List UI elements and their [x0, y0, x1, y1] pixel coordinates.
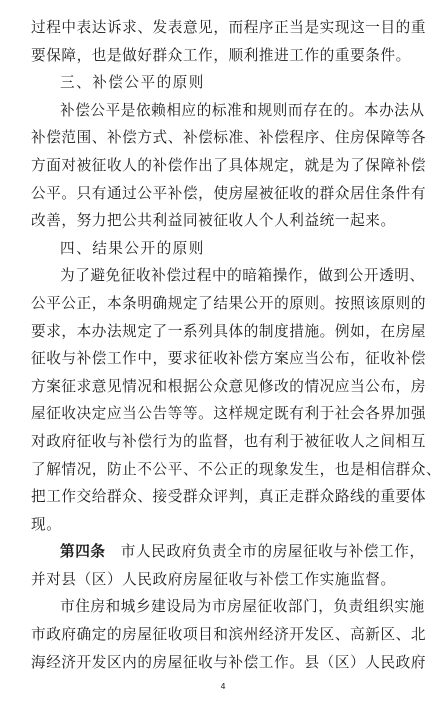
text-line: 公平。只有通过公平补偿，使房屋被征收的群众居住条件有: [31, 184, 427, 202]
text-line: 市住房和城乡建设局为市房屋征收部门，负责组织实施: [60, 598, 425, 616]
article-4-label: 第四条: [60, 543, 106, 561]
text-line: 对政府征收与补偿行为的监督，也有利于被征收人之间相互: [31, 432, 427, 450]
text-line: 现。: [31, 515, 62, 533]
section-heading-fairness: 三、补偿公平的原则: [60, 74, 205, 92]
text-line: 要求，本办法规定了一系列具体的制度措施。例如，在房屋: [31, 322, 427, 340]
text-line: 方面对被征收人的补偿作出了具体规定，就是为了保障补偿: [31, 156, 427, 174]
section-heading-openness: 四、结果公开的原则: [60, 239, 205, 257]
text-line: 方案征求意见情况和根据公众意见修改的情况应当公布，房: [31, 377, 427, 395]
text-line: 补偿范围、补偿方式、补偿标准、补偿程序、住房保障等各: [31, 129, 427, 147]
text-line: 市政府确定的房屋征收项目和滨州经济开发区、高新区、北: [31, 626, 427, 644]
text-line: 并对县（区）人民政府房屋征收与补偿工作实施监督。: [31, 570, 396, 588]
article-4-text: 市人民政府负责全市的房屋征收与补偿工作，: [105, 543, 425, 561]
text-line: 要保障，也是做好群众工作，顺利推进工作的重要条件。: [31, 46, 411, 64]
body-text: [31, 14, 442, 676]
page-number: 4: [220, 682, 226, 691]
text-line: 屋征收决定应当公告等等。这样规定既有利于社会各界加强: [31, 405, 427, 423]
article-4-line: [31, 538, 425, 566]
text-line: 公平公正，本条明确规定了结果公开的原则。按照该原则的: [31, 294, 427, 312]
text-line: 征收与补偿工作中，要求征收补偿方案应当公布，征收补偿: [31, 350, 427, 368]
text-line: 补偿公平是依赖相应的标准和规则而存在的。本办法从: [60, 101, 425, 119]
text-line: 过程中表达诉求、发表意见，而程序正当是实现这一目的重: [31, 19, 427, 36]
text-line: 为了避免征收补偿过程中的暗箱操作，做到公开透明、: [60, 267, 425, 285]
text-line: 把工作交给群众、接受群众评判，真正走群众路线的重要体: [31, 488, 427, 506]
text-line: 了解情况，防止不公平、不公正的现象发生，也是相信群众、: [31, 460, 442, 478]
text-line: 海经济开发区内的房屋征收与补偿工作。县（区）人民政府: [31, 653, 427, 671]
text-line: 改善，努力把公共利益同被征收人个人利益统一起来。: [31, 212, 396, 230]
